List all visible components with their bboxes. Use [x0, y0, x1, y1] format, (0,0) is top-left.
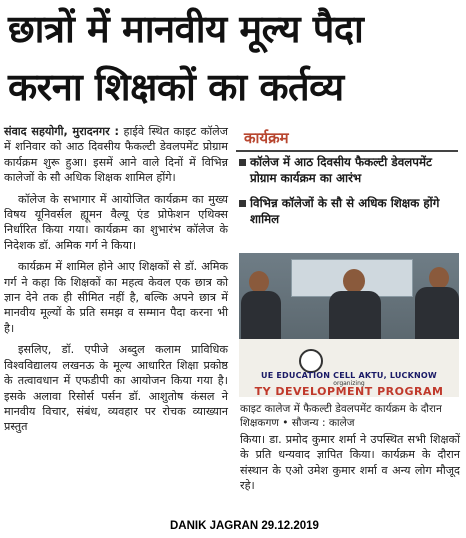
headline-line-2: करना शिक्षकों का कर्तव्य [8, 65, 344, 109]
bullet-text: विभिन्न कॉलेजों के सौ से अधिक शिक्षक होंगे शामिल [250, 196, 440, 226]
article-right-column [240, 432, 460, 494]
person-head [429, 267, 449, 289]
person-head [343, 269, 365, 293]
university-seal-icon [299, 349, 323, 373]
sidebar-heading: कार्यक्रम [244, 129, 289, 147]
article-paragraph-5: किया। डा. प्रमोद कुमार शर्मा ने उपस्थित सभी शिक्षकों के प्रति धन्यवाद ज्ञापित किया। कार्यक्रम के दौरान संस्थान के एओ उमेश कुमार शर्मा व अन्य लोग मौजूद रहे। [240, 433, 460, 493]
article-left-column [4, 124, 228, 435]
banner-line-1: UE EDUCATION CELL AKTU, LUCKNOW [261, 371, 437, 380]
bullet-item [238, 195, 460, 227]
sidebar-bullets [238, 154, 460, 236]
headline-line-1: छात्रों में मानवीय मूल्य पैदा [8, 7, 364, 51]
bullet-text: कॉलेज में आठ दिवसीय फैकल्टी डेवलपमेंट प्रोग्राम कार्यक्रम का आरंभ [250, 155, 432, 185]
square-bullet-icon [239, 200, 246, 207]
photo-caption: काइट कालेज में फैकल्टी डेवलपमेंट कार्यक्रम के दौरान शिक्षकगण • सौजन्य : कालेज [240, 403, 442, 429]
square-bullet-icon [239, 159, 246, 166]
person [415, 287, 459, 343]
person [329, 291, 381, 343]
sidebar-rule [236, 150, 458, 152]
bullet-item [238, 154, 460, 186]
person-head [249, 271, 269, 293]
banner-line-3: TY DEVELOPMENT PROGRAM [254, 385, 444, 397]
article-paragraph-4: इसलिए, डॉ. एपीजे अब्दुल कलाम प्राविधिक विश्वविद्यालय लखनऊ के मूल्य आधारित शिक्षा प्रकोष्ठ के तत्वावधान में एफडीपी का आयोजन किया गया है। इसके अलावा रिसोर्स पर्सन डॉ. आशुतोष कंसल ने मानवीय विचार, संबंध, व्यवहार पर रोचक व्याख्यान प्रस्तुत [4, 343, 228, 434]
banner-line-2: organizing [333, 380, 365, 387]
dateline: संवाद सहयोगी, मुरादनगर : [4, 125, 120, 138]
article-paragraph-3: कार्यक्रम में शामिल होने आए शिक्षकों से डॉ. अमिक गर्ग ने कहा कि शिक्षकों का महत्व केवल एक छात्र को ज्ञान देने तक ही सीमित नहीं है, बल्कि अपने छात्र में मानवीय मूल्यों के प्रति समझ व सम्मान पैदा करना भी है। [4, 260, 228, 335]
article-paragraph-2: कॉलेज के सभागार में आयोजित कार्यक्रम का मुख्य विषय यूनिवर्सल ह्यूमन वैल्यू एंड प्रोफेशन एथिक्स निर्धारित किया गया। कार्यक्रम का शुभारंभ कॉलेज के निदेशक डॉ. अमिक गर्ग ने किया। [4, 192, 228, 252]
event-photo [239, 253, 459, 397]
article-paragraph-1 [4, 124, 228, 186]
source-credit: DANIK JAGRAN 29.12.2019 [170, 520, 319, 532]
article-paragraph-1-text: हाईवे स्थित काइट कॉलेज में शनिवार को आठ दिवसीय फैकल्टी डेवलपमेंट प्रोग्राम कार्यक्रम शुरू हुआ। इसमें आने वाले दिनों में विभिन्न कालेजों के सौ अधिक शिक्षक शामिल होंगे। [4, 125, 228, 185]
person [241, 291, 281, 343]
